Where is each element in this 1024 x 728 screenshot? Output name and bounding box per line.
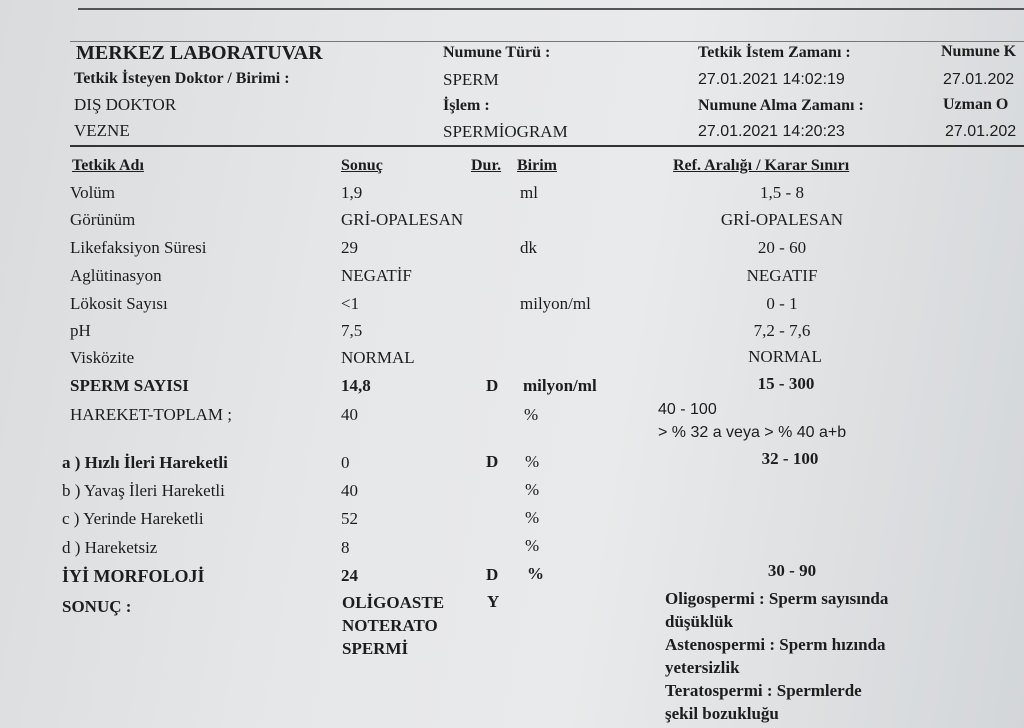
row-ref: 15 - 300: [757, 374, 815, 393]
row-unit: %: [525, 508, 540, 527]
row-name: İYİ MORFOLOJİ: [62, 566, 205, 586]
sample-type-label: Numune Türü :: [443, 44, 551, 61]
row-ref: GRİ-OPALESAN: [720, 210, 844, 229]
row-unit: milyon/ml: [523, 376, 597, 395]
sample-time-value: 27.01.2021 14:20:23: [698, 123, 845, 140]
row-result: 29: [341, 238, 358, 257]
lab-title: MERKEZ LABORATUVAR: [76, 42, 323, 64]
row-unit: %: [527, 564, 544, 583]
right-value-1: 27.01.202: [943, 71, 1015, 88]
conclusion-status: Y: [487, 592, 500, 611]
row-unit: milyon/ml: [520, 294, 591, 313]
row-result: 52: [341, 509, 358, 528]
col-result-header: Sonuç: [341, 157, 383, 174]
right-value-2: 27.01.202: [945, 123, 1017, 140]
note-line-3: Astenospermi : Sperm hızında: [665, 635, 886, 654]
row-ref: NORMAL: [748, 347, 822, 366]
row-unit: %: [525, 480, 540, 499]
row-result: 24: [341, 566, 358, 585]
conclusion-line-2: NOTERATO: [342, 616, 438, 635]
conclusion-line-3: SPERMİ: [342, 639, 409, 658]
row-ref: 0 - 1: [766, 294, 798, 313]
row-name: HAREKET-TOPLAM ;: [70, 405, 232, 424]
top-rule: [78, 8, 1024, 10]
row-ref: NEGATIF: [746, 266, 818, 285]
row-result: 1,9: [341, 183, 363, 202]
row-result: 7,5: [341, 321, 363, 340]
row-name: Likefaksiyon Süresi: [70, 238, 207, 257]
note-line-1: Oligospermi : Sperm sayısında: [665, 589, 889, 608]
col-status-header: Dur.: [471, 157, 502, 174]
row-name: a ) Hızlı İleri Hareketli: [62, 453, 228, 472]
row-name: SPERM SAYISI: [70, 376, 189, 395]
row-name: Aglütinasyon: [70, 266, 162, 285]
row-ref: 20 - 60: [757, 238, 807, 257]
conclusion-line-1: OLİGOASTE: [342, 593, 445, 612]
doctor-value-2: VEZNE: [74, 121, 130, 140]
right-label-2: Uzman O: [943, 96, 1009, 113]
row-result: NORMAL: [341, 348, 415, 367]
row-status: D: [486, 565, 499, 584]
row-result: 14,8: [341, 376, 371, 395]
row-result: <1: [341, 294, 360, 313]
note-line-4: yetersizlik: [665, 658, 740, 677]
conclusion-label: SONUÇ :: [62, 597, 132, 616]
doctor-label: Tetkik İsteyen Doktor / Birimi :: [74, 70, 290, 87]
row-ref-note: > % 32 a veya > % 40 a+b: [658, 424, 847, 441]
row-name: Visközite: [70, 348, 135, 367]
row-name: Lökosit Sayısı: [70, 294, 168, 313]
right-label-1: Numune K: [941, 43, 1017, 60]
row-name: pH: [70, 321, 91, 340]
row-unit: %: [525, 536, 540, 555]
row-status: D: [486, 452, 499, 471]
note-line-2: düşüklük: [665, 612, 734, 631]
col-ref-header: Ref. Aralığı / Karar Sınırı: [673, 157, 850, 174]
process-label: İşlem :: [443, 97, 490, 114]
row-result: GRİ-OPALESAN: [341, 210, 464, 229]
note-line-6: şekil bozukluğu: [665, 704, 779, 723]
doctor-value-1: DIŞ DOKTOR: [74, 95, 177, 114]
request-time-label: Tetkik İstem Zamanı :: [698, 44, 851, 61]
row-result: NEGATİF: [341, 266, 412, 285]
process-value: SPERMİOGRAM: [443, 122, 568, 141]
header-divider: [70, 145, 1024, 147]
row-ref: 30 - 90: [767, 561, 817, 580]
row-ref: 40 - 100: [658, 401, 717, 418]
row-ref: 1,5 - 8: [760, 183, 804, 202]
row-result: 40: [341, 481, 358, 500]
row-unit: dk: [520, 238, 537, 257]
col-unit-header: Birim: [517, 157, 557, 174]
row-name: b ) Yavaş İleri Hareketli: [62, 481, 225, 500]
row-name: c ) Yerinde Hareketli: [62, 509, 204, 528]
row-result: 40: [341, 405, 358, 424]
row-name: Görünüm: [70, 210, 136, 229]
row-result: 8: [341, 538, 350, 557]
row-ref: 32 - 100: [761, 449, 819, 468]
request-time-value: 27.01.2021 14:02:19: [698, 71, 845, 88]
row-unit: ml: [520, 183, 538, 202]
row-unit: %: [524, 405, 539, 424]
row-result: 0: [341, 453, 350, 472]
note-line-5: Teratospermi : Spermlerde: [665, 681, 862, 700]
row-unit: %: [525, 452, 540, 471]
row-name: d ) Hareketsiz: [62, 538, 158, 557]
row-name: Volüm: [70, 183, 116, 202]
row-ref: 7,2 - 7,6: [753, 321, 811, 340]
sample-type-value: SPERM: [443, 70, 499, 89]
row-status: D: [486, 376, 499, 395]
col-name-header: Tetkik Adı: [72, 157, 144, 174]
sample-time-label: Numune Alma Zamanı :: [698, 97, 864, 114]
